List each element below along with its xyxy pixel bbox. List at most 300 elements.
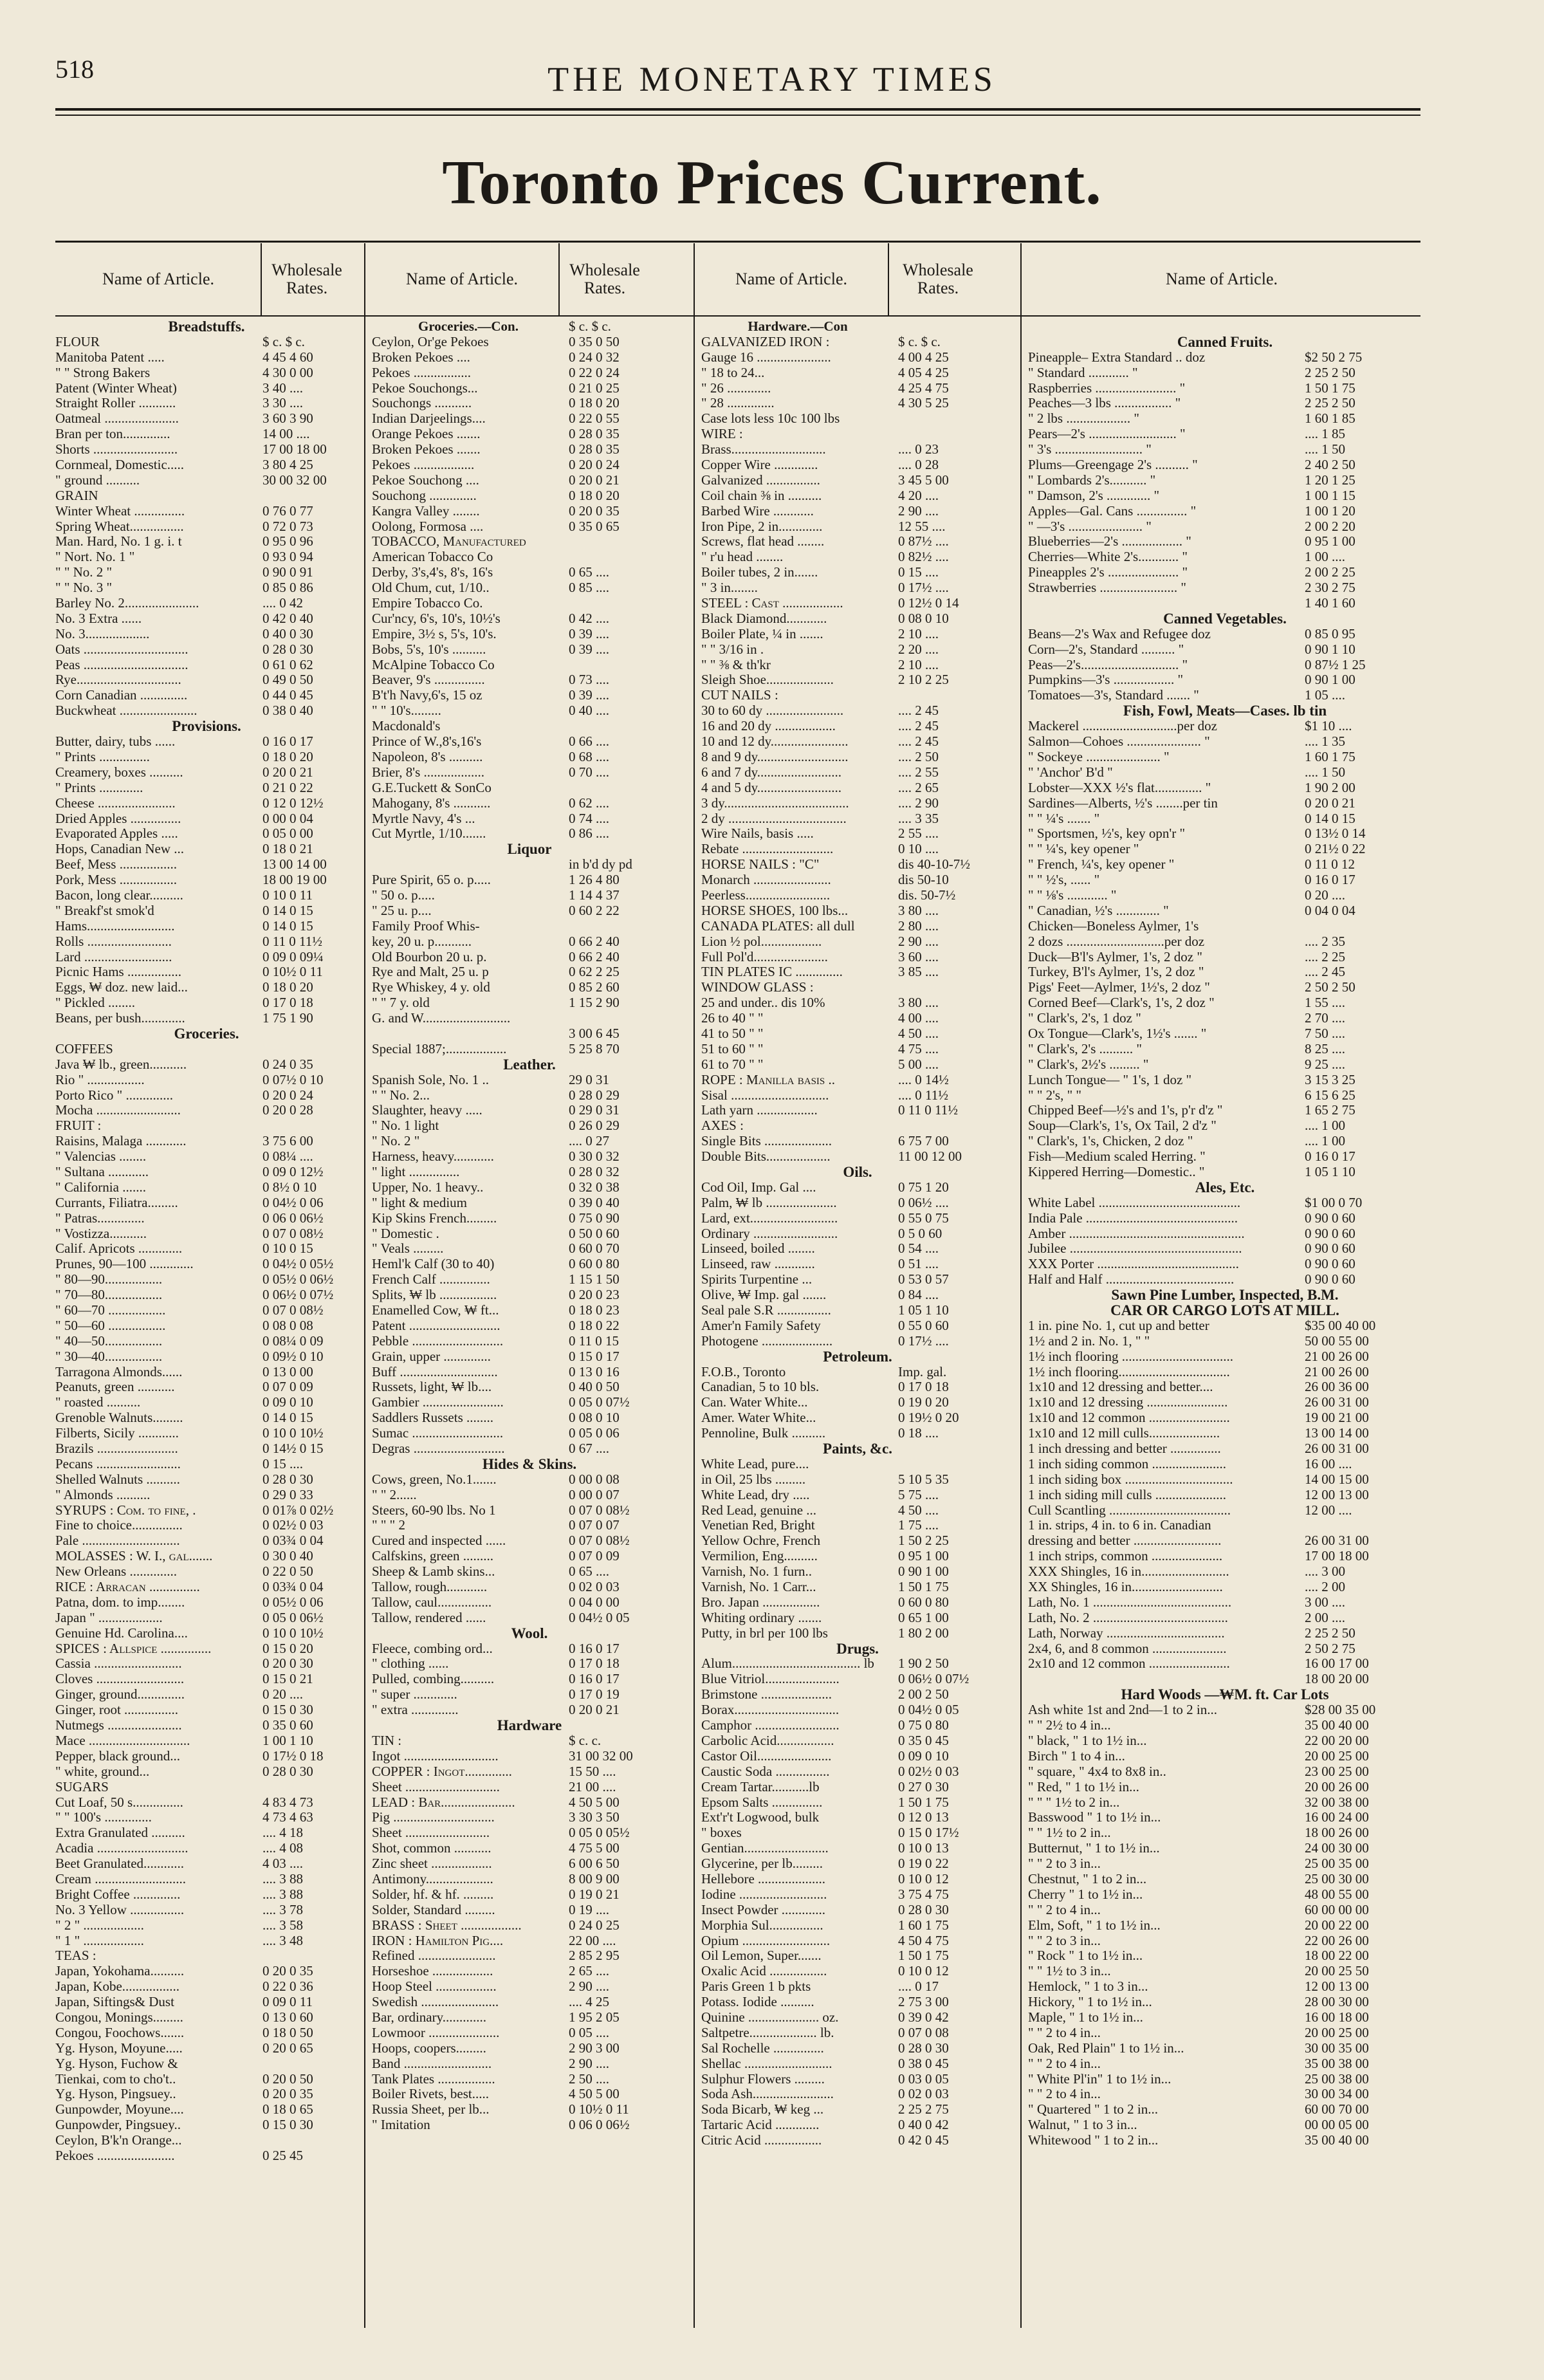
journal-masthead: THE MONETARY TIMES (547, 60, 997, 98)
wholesale-rate: 2 80 .... (898, 918, 939, 934)
article-name: Russets, light, ₩ lb.... (372, 1379, 492, 1395)
wholesale-rate: 18 00 26 00 (1305, 1825, 1369, 1841)
price-row (372, 980, 687, 995)
price-row (55, 1764, 358, 1780)
wholesale-rate: 0 87½ 1 25 (1305, 656, 1366, 672)
article-name: " Lombards 2's........... " (1028, 472, 1156, 488)
wholesale-rate: 28 00 30 00 (1305, 1994, 1369, 2010)
article-name: Cut Myrtle, 1/10....... (372, 826, 486, 842)
article-name: Mahogany, 8's ........... (372, 795, 491, 811)
article-name: Pekoe Souchong .... (372, 472, 479, 488)
price-row (1028, 1856, 1422, 1872)
article-name: Spanish Sole, No. 1 .. (372, 1072, 490, 1087)
article-name: " black, " 1 to 1½ in... (1028, 1733, 1147, 1748)
article-name: HORSE NAILS : "C" (701, 857, 820, 872)
article-name: Cherries—White 2's............ " (1028, 549, 1188, 565)
wholesale-rate: 2 30 2 75 (1305, 580, 1356, 596)
wholesale-rate: 0 67 .... (569, 1441, 609, 1457)
article-name: Quinine ..................... oz. (701, 2009, 839, 2025)
price-row (55, 1073, 358, 1088)
price-row (701, 780, 1014, 796)
article-name: Bran per ton.............. (55, 427, 170, 442)
wholesale-rate: 0 05½ 0 06 (262, 1594, 324, 1610)
article-name: Duck—B'l's Aylmer, 1's, 2 doz " (1028, 949, 1202, 964)
wholesale-rate: 0 04½ 0 05 (898, 1702, 959, 1718)
wholesale-rate: 9 25 .... (1305, 1056, 1345, 1072)
masthead-rule-top (55, 108, 1420, 111)
wholesale-rate: 0 18 0 20 (262, 979, 313, 995)
article-name: Rye Whiskey, 4 y. old (372, 980, 490, 995)
wholesale-rate: 0 24 0 25 (569, 1917, 620, 1933)
price-row (55, 1687, 358, 1702)
price-row (701, 934, 1014, 950)
price-row (701, 1810, 1014, 1825)
wholesale-rate: 0 53 0 57 (898, 1271, 949, 1287)
article-name: " Pickled ........ (55, 995, 136, 1011)
wholesale-rate: 0 07 0 08 (898, 2024, 949, 2040)
price-row (701, 811, 1014, 827)
price-row (55, 1195, 358, 1211)
wholesale-rate: .... 3 88 (262, 1870, 303, 1886)
price-row (55, 335, 358, 350)
price-row (55, 2102, 358, 2117)
article-name: Shorts ......................... (55, 442, 178, 457)
wholesale-rate: $ c. $ c. (569, 319, 611, 334)
article-name: Hoops, coopers......... (372, 2040, 486, 2056)
price-row (1028, 719, 1422, 734)
article-name: Brier, 8's .................. (372, 764, 485, 780)
article-name: French Calf ............... (372, 1272, 490, 1287)
price-row (372, 580, 687, 596)
article-name: Lath yarn .................. (701, 1103, 818, 1118)
article-name: No. 3................... (55, 626, 150, 641)
article-name: Hemlock, " 1 to 3 in... (1028, 1979, 1148, 1995)
wholesale-rate: 0 20 0 35 (262, 2086, 313, 2102)
article-name: " 70—80................. (55, 1287, 163, 1303)
price-row (701, 1488, 1014, 1503)
wholesale-rate: 0 10 0 13 (898, 1840, 949, 1856)
wholesale-rate: 0 19 0 22 (898, 1856, 949, 1872)
wholesale-rate: 16 00 24 00 (1305, 1809, 1369, 1825)
price-row (1028, 1979, 1422, 1995)
price-row (1028, 1918, 1422, 1933)
article-name: Olive, ₩ Imp. gal ....... (701, 1287, 827, 1303)
article-name: Carbolic Acid................. (701, 1733, 834, 1748)
price-row (372, 1964, 687, 1979)
header-rule-bottom (55, 315, 1420, 317)
article-name: Cut Loaf, 50 s............... (55, 1794, 183, 1810)
price-row (55, 1841, 358, 1856)
wholesale-rate: 0 55 0 60 (898, 1317, 949, 1333)
wholesale-rate: 35 00 38 00 (1305, 2055, 1369, 2071)
section-heading (55, 319, 358, 335)
article-name: FRUIT : (55, 1118, 102, 1134)
wholesale-rate: 0 22 0 24 (569, 364, 620, 380)
article-name: Cows, green, No.1....... (372, 1471, 497, 1487)
price-row (1028, 381, 1422, 396)
article-name: XXX Shingles, 16 in.......................... (1028, 1564, 1229, 1580)
wholesale-rate: 2 50 .... (569, 2071, 609, 2087)
wholesale-rate: 18 00 22 00 (1305, 1948, 1369, 1964)
price-row (1028, 642, 1422, 658)
article-name: " Quartered " 1 to 2 in... (1028, 2102, 1159, 2117)
price-row (701, 1042, 1014, 1057)
price-row (372, 519, 687, 535)
price-row (55, 396, 358, 411)
article-name: Beet Granulated............ (55, 1856, 185, 1872)
wholesale-rate: 0 15 0 17½ (898, 1825, 959, 1841)
price-row (55, 950, 358, 965)
wholesale-rate: 0 05½ 0 06½ (262, 1271, 334, 1287)
wholesale-rate: .... 0 27 (569, 1133, 609, 1149)
price-row (701, 1134, 1014, 1149)
price-row (701, 964, 1014, 980)
price-row (1028, 1872, 1422, 1887)
price-row (372, 1365, 687, 1380)
price-row (55, 1226, 358, 1242)
wholesale-rate: 1 05 1 10 (898, 1302, 949, 1318)
article-name: Canadian, 5 to 10 bls. (701, 1379, 820, 1395)
price-row (701, 2102, 1014, 2117)
article-name: Boiler tubes, 2 in....... (701, 565, 818, 580)
wholesale-rate: 0 85 0 95 (1305, 625, 1356, 641)
article-name: Palm, ₩ lb ..................... (701, 1195, 837, 1210)
wholesale-rate: 0 11 0 11½ (262, 933, 322, 949)
section-heading (1028, 1303, 1422, 1318)
article-name: 25 and under.. dis 10% (701, 995, 825, 1011)
price-row (372, 1564, 687, 1580)
section-title: Breadstuffs. (168, 319, 245, 335)
wholesale-rate: 0 40 .... (569, 703, 609, 719)
wholesale-rate: 1 50 1 75 (1305, 380, 1356, 396)
article-name: Slaughter, heavy ..... (372, 1103, 482, 1118)
wholesale-rate: 14 00 .... (262, 426, 310, 442)
wholesale-rate: 0 04 0 04 (1305, 902, 1356, 918)
article-name: Blueberries—2's .................. " (1028, 534, 1191, 549)
price-row (701, 1610, 1014, 1626)
wholesale-rate: 16 00 18 00 (1305, 2009, 1369, 2025)
article-name: Pecans ......................... (55, 1456, 181, 1471)
article-name: TIN PLATES IC .............. (701, 964, 843, 980)
article-name: WIRE : (701, 427, 743, 442)
article-name: " 18 to 24... (701, 365, 765, 380)
wholesale-rate: .... 4 08 (262, 1840, 303, 1856)
wholesale-rate: 0 90 1 10 (1305, 641, 1356, 657)
price-row (701, 519, 1014, 535)
price-row (372, 1903, 687, 1918)
wholesale-rate: 1 05 .... (1305, 687, 1345, 703)
article-name: Kippered Herring—Domestic.. " (1028, 1164, 1205, 1179)
article-name: Cod Oil, Imp. Gal .... (701, 1179, 816, 1195)
article-name: Hoop Steel .................. (372, 1979, 497, 1995)
article-name: " 'Anchor' B'd " (1028, 764, 1113, 780)
article-name: Sulphur Flowers ......... (701, 2071, 825, 2087)
wholesale-rate: 0 18 0 20 (262, 748, 313, 764)
wholesale-rate: 0 17½ .... (898, 580, 949, 596)
article-name: Congou, Monings......... (55, 2009, 183, 2025)
article-name: Upper, No. 1 heavy.. (372, 1179, 484, 1195)
wholesale-rate: 0 20 .... (1305, 887, 1345, 903)
price-row (1028, 1626, 1422, 1641)
wholesale-rate: 0 24 0 32 (569, 349, 620, 365)
wholesale-rate: 0 07 0 09 (262, 1379, 313, 1395)
price-row (55, 1595, 358, 1610)
wholesale-rate: 11 00 12 00 (898, 1148, 962, 1165)
article-name: Special 1887;.................. (372, 1041, 507, 1056)
price-row (55, 1948, 358, 1964)
price-row (55, 2133, 358, 2148)
article-name: Hams.......................... (55, 918, 175, 934)
article-name: " 28 .............. (701, 396, 775, 411)
price-row (372, 1134, 687, 1149)
article-name: Lath, No. 1 ......................................... (1028, 1594, 1232, 1610)
article-name: Brimstone ..................... (701, 1687, 832, 1702)
wholesale-rate: 0 26 0 29 (569, 1118, 620, 1134)
price-row (55, 765, 358, 780)
wholesale-rate: 30 00 35 00 (1305, 2040, 1369, 2056)
price-row (701, 1626, 1014, 1641)
price-row (1028, 596, 1422, 611)
section-title: Liquor (507, 842, 552, 858)
price-row (1028, 411, 1422, 427)
price-row (55, 457, 358, 473)
price-row (372, 872, 687, 888)
wholesale-rate: 0 00 0 04 (262, 810, 313, 826)
price-row (372, 903, 687, 919)
price-row (55, 1518, 358, 1533)
wholesale-rate: 6 15 6 25 (1305, 1087, 1356, 1103)
article-name: Tomatoes—3's, Standard ....... " (1028, 688, 1199, 703)
wholesale-rate: 0 10 0 10½ (262, 1625, 324, 1641)
wholesale-rate: 0 40 0 30 (262, 625, 313, 641)
article-name: " " " 1½ to 2 in... (1028, 1794, 1120, 1810)
price-row (1028, 427, 1422, 442)
price-row (1028, 1241, 1422, 1257)
price-row (55, 427, 358, 442)
price-row (701, 627, 1014, 642)
price-row (1028, 750, 1422, 765)
price-row (372, 1780, 687, 1795)
article-name: " Sockeye ...................... " (1028, 749, 1170, 764)
price-row (1028, 2133, 1422, 2148)
price-row (1028, 519, 1422, 535)
price-row (372, 1195, 687, 1211)
article-name: Cured and inspected ...... (372, 1533, 506, 1549)
price-row (372, 1672, 687, 1687)
price-row (1028, 350, 1422, 365)
price-row (701, 1257, 1014, 1272)
page-title: Toronto Prices Current. (442, 148, 1102, 217)
price-row (372, 596, 687, 611)
wholesale-rate: 1 15 2 90 (569, 995, 620, 1011)
article-name: Varnish, No. 1 furn.. (701, 1564, 813, 1580)
wholesale-rate: 0 86 .... (569, 826, 609, 842)
price-row (1028, 903, 1422, 919)
wholesale-rate: 26 00 36 00 (1305, 1379, 1369, 1395)
article-name: Tienkai, com to cho't.. (55, 2071, 176, 2087)
article-name: India Pale ............................................. (1028, 1210, 1238, 1226)
wholesale-rate: 0 05 .... (569, 2024, 609, 2040)
wholesale-rate: 26 00 31 00 (1305, 1533, 1369, 1549)
price-row (55, 1303, 358, 1318)
price-row (55, 1780, 358, 1795)
price-row (372, 750, 687, 765)
article-name: Cassia .......................... (55, 1656, 182, 1672)
price-row (1028, 2087, 1422, 2102)
price-row (372, 565, 687, 580)
price-row (55, 1672, 358, 1687)
article-name: Kangra Valley ........ (372, 503, 480, 519)
article-name: CUT NAILS : (701, 688, 778, 703)
price-row (372, 1441, 687, 1457)
wholesale-rate: 14 00 15 00 (1305, 1471, 1369, 1487)
price-row (701, 1764, 1014, 1780)
wholesale-rate: 0 15 0 20 (262, 1640, 313, 1656)
price-row (55, 1964, 358, 1979)
wholesale-rate: 0 12 0 13 (898, 1809, 949, 1825)
price-row (1028, 1026, 1422, 1042)
article-name: Cull Scantling .................................... (1028, 1502, 1231, 1518)
price-row (701, 1702, 1014, 1718)
wholesale-rate: 0 17½ .... (898, 1333, 949, 1349)
price-row (701, 1856, 1014, 1872)
wholesale-rate: 0 07 0 08½ (262, 1302, 324, 1318)
price-row (55, 2087, 358, 2102)
price-row (372, 811, 687, 827)
wholesale-rate: 0 05 0 06 (569, 1425, 620, 1441)
article-name: Caustic Soda ................ (701, 1764, 830, 1779)
wholesale-rate: 50 00 55 00 (1305, 1333, 1369, 1349)
price-row (55, 1318, 358, 1334)
wholesale-rate: 20 00 26 00 (1305, 1778, 1369, 1794)
price-row (55, 919, 358, 934)
article-name: Antimony.................... (372, 1871, 493, 1886)
price-row (372, 427, 687, 442)
wholesale-rate: 0 09 0 10 (262, 1394, 313, 1410)
wholesale-rate: .... 2 45 (898, 703, 939, 719)
wholesale-rate: .... 1 35 (1305, 733, 1345, 750)
wholesale-rate: 0 10½ 0 11 (262, 964, 323, 980)
price-row (55, 750, 358, 765)
wholesale-rate: 2 40 2 50 (1305, 457, 1356, 473)
wholesale-rate: 0 15 0 21 (262, 1671, 313, 1687)
price-row (55, 1825, 358, 1841)
article-name: " " 2½ to 4 in... (1028, 1718, 1111, 1733)
wholesale-rate: 3 80 4 25 (262, 457, 313, 473)
price-row (372, 995, 687, 1011)
price-row (1028, 1211, 1422, 1226)
wholesale-rate: 0 28 0 35 (569, 426, 620, 442)
article-name: Sheet ............................ (372, 1779, 500, 1794)
price-row (1028, 734, 1422, 750)
wholesale-rate: 3 60 .... (898, 948, 939, 964)
article-name: Pekoes ....................... (55, 2148, 175, 2163)
article-name: Bacon, long clear.......... (55, 887, 183, 903)
price-row (701, 1073, 1014, 1088)
wholesale-rate: 0 42 0 45 (898, 2132, 949, 2148)
price-row (701, 1118, 1014, 1134)
article-name: Gauge 16 ...................... (701, 349, 831, 365)
wholesale-rate: 0 5 0 60 (898, 1225, 942, 1241)
section-title: Drugs. (836, 1641, 879, 1657)
price-row (372, 1641, 687, 1657)
article-name: Splits, ₩ lb ................. (372, 1287, 497, 1303)
wholesale-rate: $2 50 2 75 (1305, 349, 1363, 365)
wholesale-rate: 0 20 0 35 (569, 503, 620, 519)
article-name: Gunpowder, Moyune.... (55, 2102, 184, 2117)
article-name: Yg. Hyson, Pingsuey.. (55, 2087, 176, 2102)
price-row (1028, 1457, 1422, 1472)
price-row (55, 1257, 358, 1272)
article-name: Yg. Hyson, Fuchow & (55, 2056, 178, 2071)
section-title: Hard Woods —₩M. ft. Car Lots (1121, 1687, 1329, 1703)
article-name: " " 7 y. old (372, 995, 430, 1011)
price-row (701, 1964, 1014, 1979)
header-rule-top (55, 241, 1420, 243)
wholesale-rate: 35 00 40 00 (1305, 2132, 1369, 2148)
price-row (1028, 1195, 1422, 1211)
wholesale-rate: 0 39 0 40 (569, 1194, 620, 1210)
article-name: " " 3/16 in . (701, 641, 764, 657)
article-name: Pineapples 2's ..................... " (1028, 565, 1188, 580)
article-name: Buff ............................. (372, 1364, 498, 1379)
price-row (372, 1395, 687, 1410)
price-row (1028, 1518, 1422, 1533)
price-row (701, 1057, 1014, 1073)
wholesale-rate: 4 50 5 00 (569, 2086, 620, 2102)
wholesale-rate: 0 03¾ 0 04 (262, 1533, 324, 1549)
section-heading (701, 1441, 1014, 1457)
wholesale-rate: 0 09½ 0 10 (262, 1348, 324, 1364)
price-row (55, 1103, 358, 1118)
article-name: Lath, No. 2 ........................................ (1028, 1610, 1228, 1625)
wholesale-rate: 0 04½ 0 06 (262, 1194, 324, 1210)
wholesale-rate: 0 15 .... (262, 1455, 303, 1471)
price-row (701, 457, 1014, 473)
wholesale-rate: 0 08 0 10 (898, 610, 949, 626)
article-name: " " 100's .............. (55, 1810, 152, 1825)
wholesale-rate: 31 00 32 00 (569, 1748, 633, 1764)
wholesale-rate: 2 65 .... (569, 1963, 609, 1979)
wholesale-rate: 1 55 .... (1305, 995, 1345, 1011)
wholesale-rate: 3 00 .... (1305, 1594, 1345, 1610)
article-name: Straight Roller ........... (55, 396, 176, 411)
article-name: Pork, Mess ................. (55, 872, 178, 888)
wholesale-rate: 0 19½ 0 20 (898, 1410, 959, 1426)
price-row (1028, 1672, 1422, 1687)
price-row (372, 658, 687, 673)
price-row (55, 2072, 358, 2087)
article-name: " 80—90................. (55, 1272, 163, 1287)
wholesale-rate: 30 00 32 00 (262, 472, 327, 488)
wholesale-rate: .... 1 85 (1305, 426, 1345, 442)
article-name: Manitoba Patent ..... (55, 349, 165, 365)
article-name: " " Strong Bakers (55, 365, 151, 380)
article-name: " square, " 4x4 to 8x8 in.. (1028, 1764, 1166, 1779)
wholesale-rate: 4 20 .... (898, 487, 939, 503)
article-name: " Clark's, 2's .......... " (1028, 1041, 1142, 1056)
wholesale-rate: 0 15 0 30 (262, 2117, 313, 2133)
wholesale-rate: 0 39 .... (569, 625, 609, 641)
wholesale-rate: 0 08 0 10 (569, 1410, 620, 1426)
wholesale-rate: 0 15 0 17 (569, 1348, 620, 1364)
article-name: Morphia Sul................ (701, 1917, 823, 1933)
price-row (1028, 1426, 1422, 1441)
wholesale-rate: 4 30 5 25 (898, 395, 949, 411)
price-row (701, 734, 1014, 750)
article-name: Tartaric Acid ............. (701, 2117, 820, 2133)
col2-rates-header: Wholesale Rates. (569, 261, 640, 297)
